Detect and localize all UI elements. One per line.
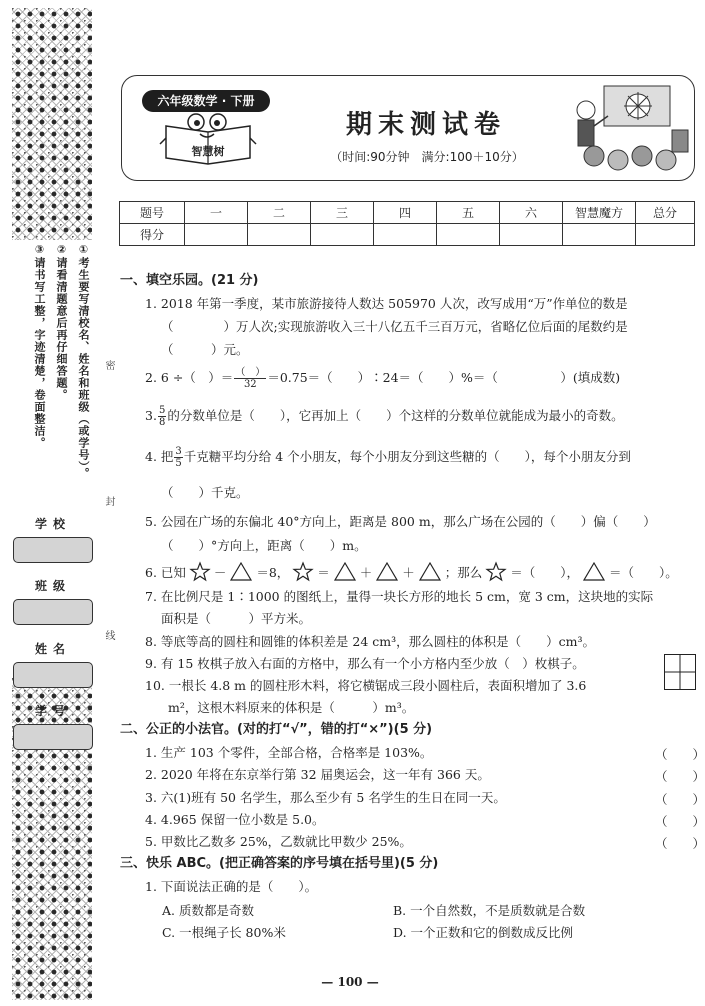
seal-mark-mi: 密	[103, 360, 114, 372]
q2-fraction	[234, 367, 266, 390]
score-table-score-row	[120, 224, 695, 246]
option-d[interactable]: D. 一个正数和它的倒数成反比例	[393, 925, 574, 940]
name-input[interactable]	[13, 662, 93, 688]
triangle-icon	[376, 562, 398, 581]
score-col-6: 六	[500, 202, 563, 224]
judge-item-3: 3. 六(1)班有 50 名学生，那么至少有 5 名学生的生日在同一天。	[145, 790, 506, 805]
section-3-title: 三、快乐 ABC。(把正确答案的序号填在括号里)(5 分)	[120, 856, 439, 871]
page-number: — 100 —	[321, 975, 379, 989]
exam-title: 期末测试卷	[345, 110, 506, 140]
judge-answer-5[interactable]: （ ）	[655, 836, 705, 851]
note-3: ③请书写工整，字迹清楚，卷面整洁。	[33, 243, 46, 449]
grade-tag: 六年级数学 · 下册	[142, 90, 270, 112]
q8: 8. 等底等高的圆柱和圆锥的体积差是 24 cm³，那么圆柱的体积是（ ）cm³。	[145, 634, 595, 649]
star-icon	[190, 562, 210, 581]
q2	[145, 367, 620, 390]
score-cell[interactable]	[437, 224, 500, 246]
judge-item-2: 2. 2020 年将在东京举行第 32 届奥运会，这一年有 366 天。	[145, 767, 490, 782]
q1-line2: （ ）万人次;实现旅游收入三十八亿五千三百万元，省略亿位后面的尾数约是	[161, 319, 628, 334]
q6-prefix: 6. 已知	[145, 565, 186, 580]
q7-line2: 面积是（ ）平方米。	[161, 611, 312, 626]
q3-fraction	[158, 405, 166, 428]
score-table	[119, 201, 695, 246]
student-id-input[interactable]	[13, 724, 93, 750]
exam-subtitle: （时间:90分钟 满分:100＋10分）	[330, 150, 524, 164]
logo-text: 智慧树	[191, 145, 225, 158]
q6-blank-1: ＝（ ），	[510, 565, 579, 580]
school-input[interactable]	[13, 537, 93, 563]
book-mascot-icon	[160, 112, 256, 168]
q10-line1: 10. 一根长 4.8 m 的圆柱形木料，将它横锯成三段小圆柱后，表面积增加了 3.6	[145, 678, 587, 693]
q5-line1: 5. 公园在广场的东偏北 40°方向上，距离是 800 m，那么广场在公园的（ ）偏（ ）	[145, 514, 656, 529]
chessboard-grid-icon	[664, 654, 696, 690]
seal-mark-feng: 封	[103, 496, 114, 508]
score-col-1: 一	[185, 202, 248, 224]
choice-q1: 1. 下面说法正确的是（ ）。	[145, 879, 318, 894]
triangle-icon	[419, 562, 441, 581]
option-a[interactable]: A. 质数都是奇数	[162, 903, 254, 918]
score-col-5: 五	[437, 202, 500, 224]
score-cell[interactable]	[636, 224, 695, 246]
q6	[145, 562, 678, 581]
score-cell[interactable]	[500, 224, 563, 246]
q3-number: 3.	[145, 408, 157, 423]
exam-notes	[22, 243, 92, 503]
score-col-2: 二	[248, 202, 311, 224]
q4-number: 4. 把	[145, 449, 174, 464]
q6-plus-2: ＋	[402, 565, 415, 580]
score-row-label: 得分	[120, 224, 185, 246]
triangle-icon	[583, 562, 605, 581]
student-id-label: 学号	[34, 704, 71, 718]
q4-text: 千克糖平均分给 4 个小朋友，每个小朋友分到这些糖的（ ），每个小朋友分到	[183, 449, 631, 464]
score-col-3: 三	[311, 202, 374, 224]
school-field	[12, 516, 94, 563]
q10-line2: m²，这根木料原来的体积是（ ）m³。	[168, 700, 415, 715]
q4-line2: （ ）千克。	[161, 485, 249, 500]
q2-part-b: ＝0.75＝（ ）∶24＝（ ）%＝（ ）(填成数)	[267, 370, 621, 385]
school-label: 学校	[34, 517, 71, 531]
classroom-illustration-icon	[564, 80, 692, 176]
triangle-icon	[230, 562, 252, 581]
q4	[145, 446, 631, 469]
judge-item-4: 4. 4.965 保留一位小数是 5.0。	[145, 812, 325, 827]
q6-eq8: ＝8，	[256, 565, 290, 580]
q6-eq: ＝	[317, 565, 330, 580]
score-col-label: 题号	[120, 202, 185, 224]
triangle-icon	[334, 562, 356, 581]
q2-frac-num: （ ）	[235, 367, 266, 378]
section-1-title: 一、填空乐园。(21 分)	[120, 273, 259, 288]
judge-answer-4[interactable]: （ ）	[655, 814, 705, 829]
q9: 9. 有 15 枚棋子放入右面的方格中，那么有一个小方格内至少放（ ）枚棋子。	[145, 656, 585, 671]
option-b[interactable]: B. 一个自然数，不是质数就是合数	[393, 903, 586, 918]
score-col-bonus: 智慧魔方	[563, 202, 636, 224]
q7-line1: 7. 在比例尺是 1∶1000 的图纸上，量得一块长方形的地长 5 cm，宽 3 cm，这块地的实际	[145, 589, 654, 604]
q3	[145, 405, 624, 428]
judge-item-1: 1. 生产 103 个零件，全部合格，合格率是 103%。	[145, 745, 433, 760]
q1-line1: 1. 2018 年第一季度，某市旅游接待人数达 505970 人次，改写成用“万”作单位的数是	[145, 296, 628, 311]
star-icon	[486, 562, 506, 581]
score-cell[interactable]	[563, 224, 636, 246]
name-label: 姓名	[34, 642, 71, 656]
option-c[interactable]: C. 一根绳子长 80%米	[162, 925, 286, 940]
q4-frac-den: 5	[175, 458, 182, 469]
q5-line2: （ ）°方向上，距离（ ）m。	[161, 538, 367, 553]
judge-answer-2[interactable]: （ ）	[655, 769, 705, 784]
score-cell[interactable]	[311, 224, 374, 246]
q6-plus-1: ＋	[359, 565, 373, 580]
q2-part-a: 2. 6 ÷（ ）＝	[145, 370, 234, 385]
note-1: ①考生要写清校名、姓名和班级（或学号）。	[77, 243, 90, 480]
student-id-field	[12, 703, 94, 750]
q6-then: ；那么	[444, 565, 483, 580]
decorative-pattern-top	[12, 8, 92, 240]
judge-item-5: 5. 甲数比乙数多 25%，乙数就比甲数少 25%。	[145, 834, 412, 849]
judge-answer-1[interactable]: （ ）	[655, 747, 705, 762]
score-col-4: 四	[374, 202, 437, 224]
class-label: 班级	[34, 579, 71, 593]
q1-line3: （ ）元。	[161, 342, 249, 357]
q6-blank-2: ＝（ ）。	[608, 565, 678, 580]
score-col-total: 总分	[636, 202, 695, 224]
exam-header	[121, 75, 695, 181]
q3-frac-den: 8	[158, 417, 166, 428]
q3-frac-num: 5	[158, 405, 166, 416]
score-cell[interactable]	[185, 224, 248, 246]
judge-answer-3[interactable]: （ ）	[655, 792, 705, 807]
star-icon	[293, 562, 313, 581]
class-field	[12, 578, 94, 625]
q3-text: 的分数单位是（ ），它再加上（ ）个这样的分数单位就能成为最小的奇数。	[167, 408, 624, 423]
score-cell[interactable]	[248, 224, 311, 246]
section-2-title: 二、公正的小法官。(对的打“√”，错的打“×”)(5 分)	[120, 722, 433, 737]
q6-minus: －	[213, 565, 227, 580]
score-table-header-row	[120, 202, 695, 224]
name-field	[12, 641, 94, 688]
q2-frac-den: 32	[243, 379, 257, 390]
seal-mark-xian: 线	[103, 630, 114, 642]
score-cell[interactable]	[374, 224, 437, 246]
note-2: ②请看清题意后再仔细答题。	[55, 243, 68, 401]
q4-fraction	[174, 446, 182, 469]
q4-frac-num: 3	[175, 446, 182, 457]
class-input[interactable]	[13, 599, 93, 625]
